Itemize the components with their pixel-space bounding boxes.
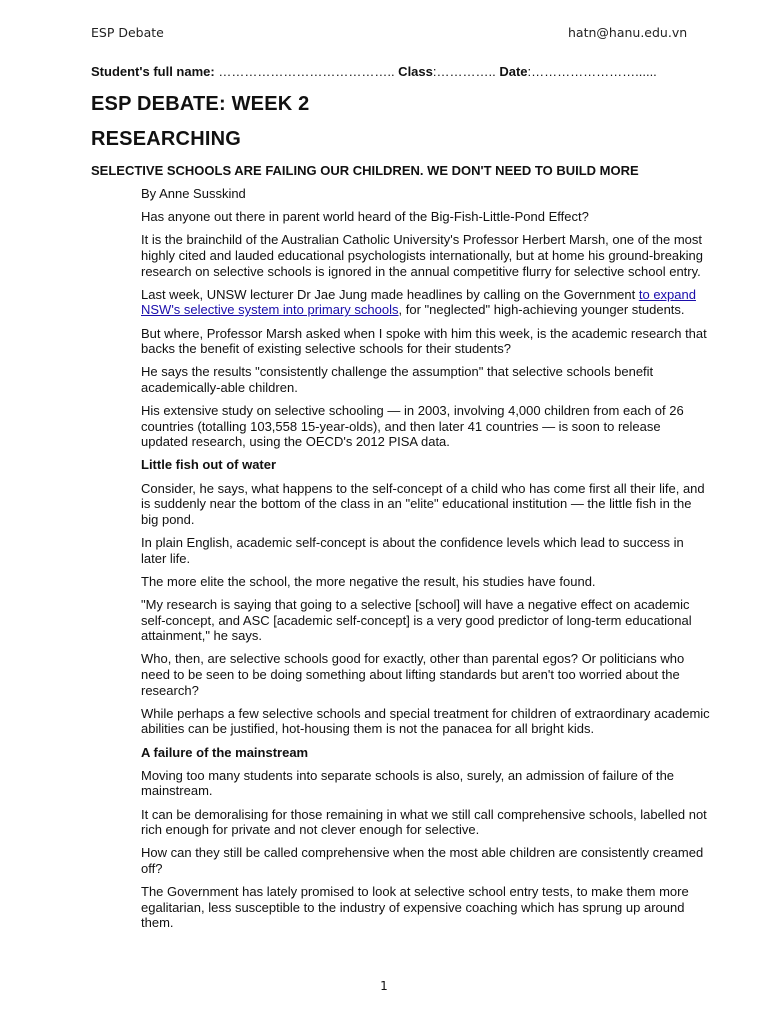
paragraph: While perhaps a few selective schools and special treatment for children of extraordinary academic abilities can be justified, hot-housing them is not the panacea for all bright kids. bbox=[141, 705, 710, 737]
paragraph: It is the brainchild of the Australian Catholic University's Professor Herbert Marsh, one of the most highly cited and lauded educational psychologists internationally, but at home his ground-breaking research on selective schools is ignored in the annual competitive flurry for selective school entry. bbox=[141, 232, 704, 279]
paragraph: Who, then, are selective schools good for exactly, other than parental egos? Or politicians who need to be seen to be doing something about lifting standards but aren't too worried about the research? bbox=[141, 651, 685, 698]
class-blank: :………….. bbox=[432, 64, 500, 79]
subheading: A failure of the mainstream bbox=[141, 744, 309, 760]
paragraph-text: , for "neglected" high-achieving younger students. bbox=[398, 302, 685, 318]
paragraph: Has anyone out there in parent world heard of the Big-Fish-Little-Pond Effect? bbox=[141, 209, 589, 225]
header-title: ESP Debate bbox=[91, 25, 164, 40]
subheading: Little fish out of water bbox=[141, 457, 277, 473]
paragraph: But where, Professor Marsh asked when I spoke with him this week, is the academic research that backs the benefit of existing selective schools for their students? bbox=[141, 325, 707, 357]
byline: By Anne Susskind bbox=[141, 186, 246, 201]
paragraph: In plain English, academic self-concept is about the confidence levels which lead to success in later life. bbox=[141, 535, 684, 566]
class-label: Class bbox=[394, 64, 433, 79]
paragraph: It can be demoralising for those remaining in what we still call comprehensive schools, labelled not rich enough for private and not clever enough for selective. bbox=[141, 806, 707, 838]
name-blank: ………………………………….. bbox=[214, 64, 395, 79]
week-heading: ESP DEBATE: WEEK 2 bbox=[91, 93, 310, 115]
paragraph: "My research is saying that going to a selective [school] will have a negative effect on academic self-concept, and ASC [academic self-concept] is a very good predictor of long-term educational attainment," he says. bbox=[141, 597, 692, 644]
student-info-line bbox=[91, 64, 657, 79]
section-heading: RESEARCHING bbox=[91, 128, 241, 150]
paragraph: How can they still be called comprehensive when the most able children are consistently creamed off? bbox=[141, 845, 704, 876]
paragraph: The more elite the school, the more negative the result, his studies have found. bbox=[141, 573, 596, 589]
paragraph: His extensive study on selective schooling — in 2003, involving 4,000 children from each of 26 countries (totalling 103,558 15-year-olds), and then later 41 countries — is soon to release updated research, using the OECD's 2012 PISA data. bbox=[141, 403, 684, 450]
paragraph: Moving too many students into separate schools is also, surely, an admission of failure of the mainstream. bbox=[141, 767, 675, 799]
article-link[interactable]: to expand NSW's selective system into primary schools bbox=[141, 286, 696, 318]
date-blank: :……………………...... bbox=[527, 64, 657, 79]
article-title: SELECTIVE SCHOOLS ARE FAILING OUR CHILDREN. WE DON'T NEED TO BUILD MORE bbox=[91, 163, 639, 178]
paragraph: The Government has lately promised to look at selective school entry tests, to make them more egalitarian, less susceptible to the industry of expensive coaching which has sprung up around them. bbox=[141, 884, 689, 931]
paragraph bbox=[141, 287, 711, 318]
article-body bbox=[141, 186, 711, 938]
page-number: 1 bbox=[380, 979, 388, 993]
header-email: hatn@hanu.edu.vn bbox=[568, 25, 688, 40]
paragraph: He says the results "consistently challenge the assumption" that selective schools benefit academically-able children. bbox=[141, 364, 654, 395]
name-label: Student's full name: bbox=[91, 64, 215, 79]
paragraph: Consider, he says, what happens to the self-concept of a child who has come first all their life, and is suddenly near the bottom of the class in an "elite" educational institution — the little fish in the big pond. bbox=[141, 480, 705, 527]
date-label: Date bbox=[499, 64, 528, 79]
paragraph-text: Last week, UNSW lecturer Dr Jae Jung made headlines by calling on the Government bbox=[141, 286, 639, 302]
